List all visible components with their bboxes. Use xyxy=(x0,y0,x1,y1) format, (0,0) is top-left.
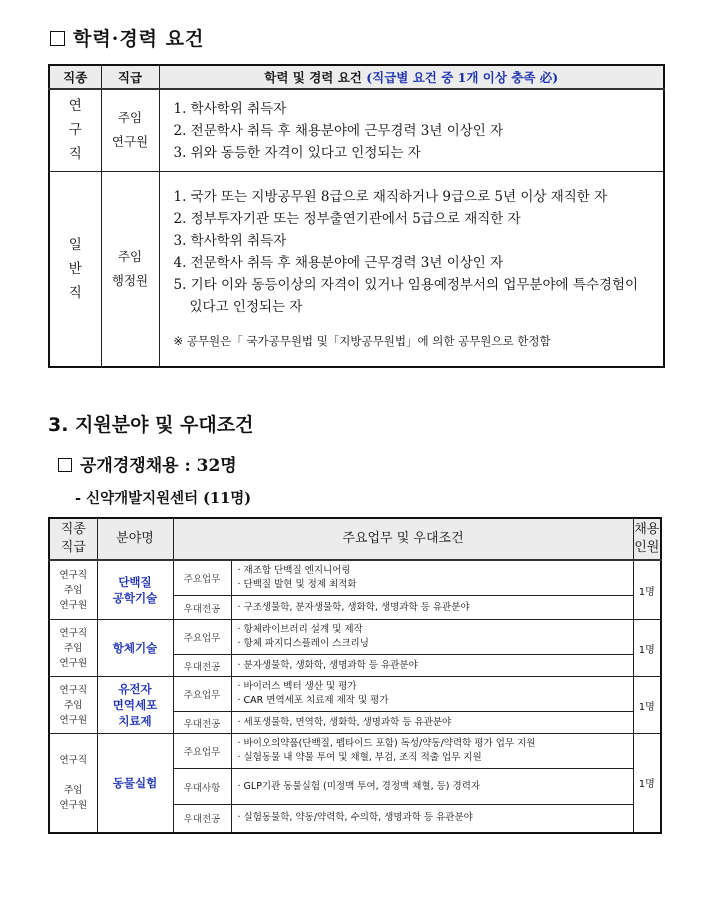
field-name-cell: 유전자 면역세포 치료제 xyxy=(97,677,173,734)
detail-kind-cell: 주요업무 xyxy=(173,734,231,769)
subsection-title: 공개경쟁채용 : 32명 xyxy=(58,451,237,476)
requirements-table xyxy=(48,64,665,368)
detail-text-cell: · 구조생물학, 분자생물학, 생화학, 생명과학 등 유관분야 xyxy=(231,596,633,620)
requirement-note: ※ 공무원은「 국가공무원법 및「지방공무원법」에 의한 공무원으로 한정함 xyxy=(173,333,551,348)
table-row xyxy=(49,620,661,655)
headcount-cell: 1명 xyxy=(633,734,661,833)
requirements-cell xyxy=(159,171,664,367)
requirement-item: 3. 위와 동등한 자격이 있다고 인정되는 자 xyxy=(173,145,421,162)
job-grade-cell: 주임 연구원 xyxy=(101,89,159,171)
field-name-cell: 동물실험 xyxy=(97,734,173,833)
detail-text-cell: · 항체라이브러리 설계 및 제작 · 항체 파지디스플레이 스크리닝 xyxy=(231,620,633,655)
checkbox-square-icon xyxy=(58,458,72,472)
header-requirements-note: (직급별 요건 중 1개 이상 충족 必) xyxy=(366,70,559,85)
detail-kind-cell: 우대전공 xyxy=(173,596,231,620)
detail-kind-cell: 우대사항 xyxy=(173,769,231,805)
job-type-cell: 연구직 주임 연구원 xyxy=(49,560,97,620)
header-field: 분야명 xyxy=(97,518,173,560)
header-count: 채용 인원 xyxy=(633,518,661,560)
header-type: 직종 xyxy=(49,65,101,89)
requirement-item: 3. 학사학위 취득자 xyxy=(173,232,287,249)
job-type-cell: 일 반 직 xyxy=(49,171,101,367)
table-header-row xyxy=(49,518,661,560)
header-type-grade: 직종 직급 xyxy=(49,518,97,560)
headcount-cell: 1명 xyxy=(633,560,661,620)
requirement-item: 4. 전문학사 취득 후 채용분야에 근무경력 3년 이상인 자 xyxy=(173,254,504,271)
detail-text-cell: · 실험동물학, 약동/약력학, 수의학, 생명과학 등 유관분야 xyxy=(231,805,633,833)
detail-text-cell: · GLP기관 동물실험 (미정맥 투여, 경정맥 채혈, 등) 경력자 xyxy=(231,769,633,805)
detail-kind-cell: 우대전공 xyxy=(173,712,231,734)
detail-kind-cell: 우대전공 xyxy=(173,805,231,833)
field-name-cell: 항체기술 xyxy=(97,620,173,677)
job-grade-cell: 주임 행정원 xyxy=(101,171,159,367)
detail-text-cell: · 세포생물학, 면역학, 생화학, 생명과학 등 유관분야 xyxy=(231,712,633,734)
fields-table xyxy=(48,517,662,834)
requirement-item: 1. 국가 또는 지방공무원 8급으로 재직하거나 9급으로 5년 이상 재직한 자 xyxy=(173,188,608,205)
table-row xyxy=(49,677,661,712)
job-type-cell: 연 구 직 xyxy=(49,89,101,171)
detail-kind-cell: 우대전공 xyxy=(173,655,231,677)
field-name-cell: 단백질 공학기술 xyxy=(97,560,173,620)
requirement-item: 5. 기타 이와 동등이상의 자격이 있거나 임용예정부서의 업무분야에 특수경험이 있다고 인정되는 자 xyxy=(173,276,639,315)
table-row xyxy=(49,89,664,171)
job-type-cell: 연구직 주임 연구원 xyxy=(49,620,97,677)
job-type-cell: 연구직 주임 연구원 xyxy=(49,677,97,734)
header-grade: 직급 xyxy=(101,65,159,89)
table-header-row xyxy=(49,65,664,89)
header-requirements: 학력 및 경력 요건 (직급별 요건 중 1개 이상 충족 必) xyxy=(159,65,664,89)
header-duties: 주요업무 및 우대조건 xyxy=(173,518,633,560)
table-row xyxy=(49,171,664,367)
detail-text-cell: · 바이오의약품(단백질, 펩타이드 포함) 독성/약동/약력학 평가 업무 지원 · 실험동물 내 약물 투여 및 채혈, 부검, 조직 적출 업무 지원 xyxy=(231,734,633,769)
requirements-cell xyxy=(159,89,664,171)
detail-kind-cell: 주요업무 xyxy=(173,560,231,596)
table-row xyxy=(49,734,661,769)
section-title-education: 학력·경력 요건 xyxy=(50,24,204,51)
table-row xyxy=(49,560,661,596)
headcount-cell: 1명 xyxy=(633,677,661,734)
detail-text-cell: · 바이러스 벡터 생산 및 평가 · CAR 면역세포 치료제 제작 및 평가 xyxy=(231,677,633,712)
section-title-fields: 3. 지원분야 및 우대조건 xyxy=(48,414,254,436)
detail-text-cell: · 재조합 단백질 엔지니어링 · 단백질 발현 및 정제 최적화 xyxy=(231,560,633,596)
requirement-item: 2. 정부투자기관 또는 정부출연기관에서 5급으로 재직한 자 xyxy=(173,210,521,227)
requirement-item: 2. 전문학사 취득 후 채용분야에 근무경력 3년 이상인 자 xyxy=(173,123,504,140)
detail-text-cell: · 분자생물학, 생화학, 생명과학 등 유관분야 xyxy=(231,655,633,677)
headcount-cell: 1명 xyxy=(633,620,661,677)
detail-kind-cell: 주요업무 xyxy=(173,677,231,712)
checkbox-square-icon xyxy=(50,31,65,46)
requirement-item: 1. 학사학위 취득자 xyxy=(173,101,287,118)
detail-kind-cell: 주요업무 xyxy=(173,620,231,655)
center-title: - 신약개발지원센터 (11명) xyxy=(75,490,252,507)
job-type-cell: 연구직 주임 연구원 xyxy=(49,734,97,833)
